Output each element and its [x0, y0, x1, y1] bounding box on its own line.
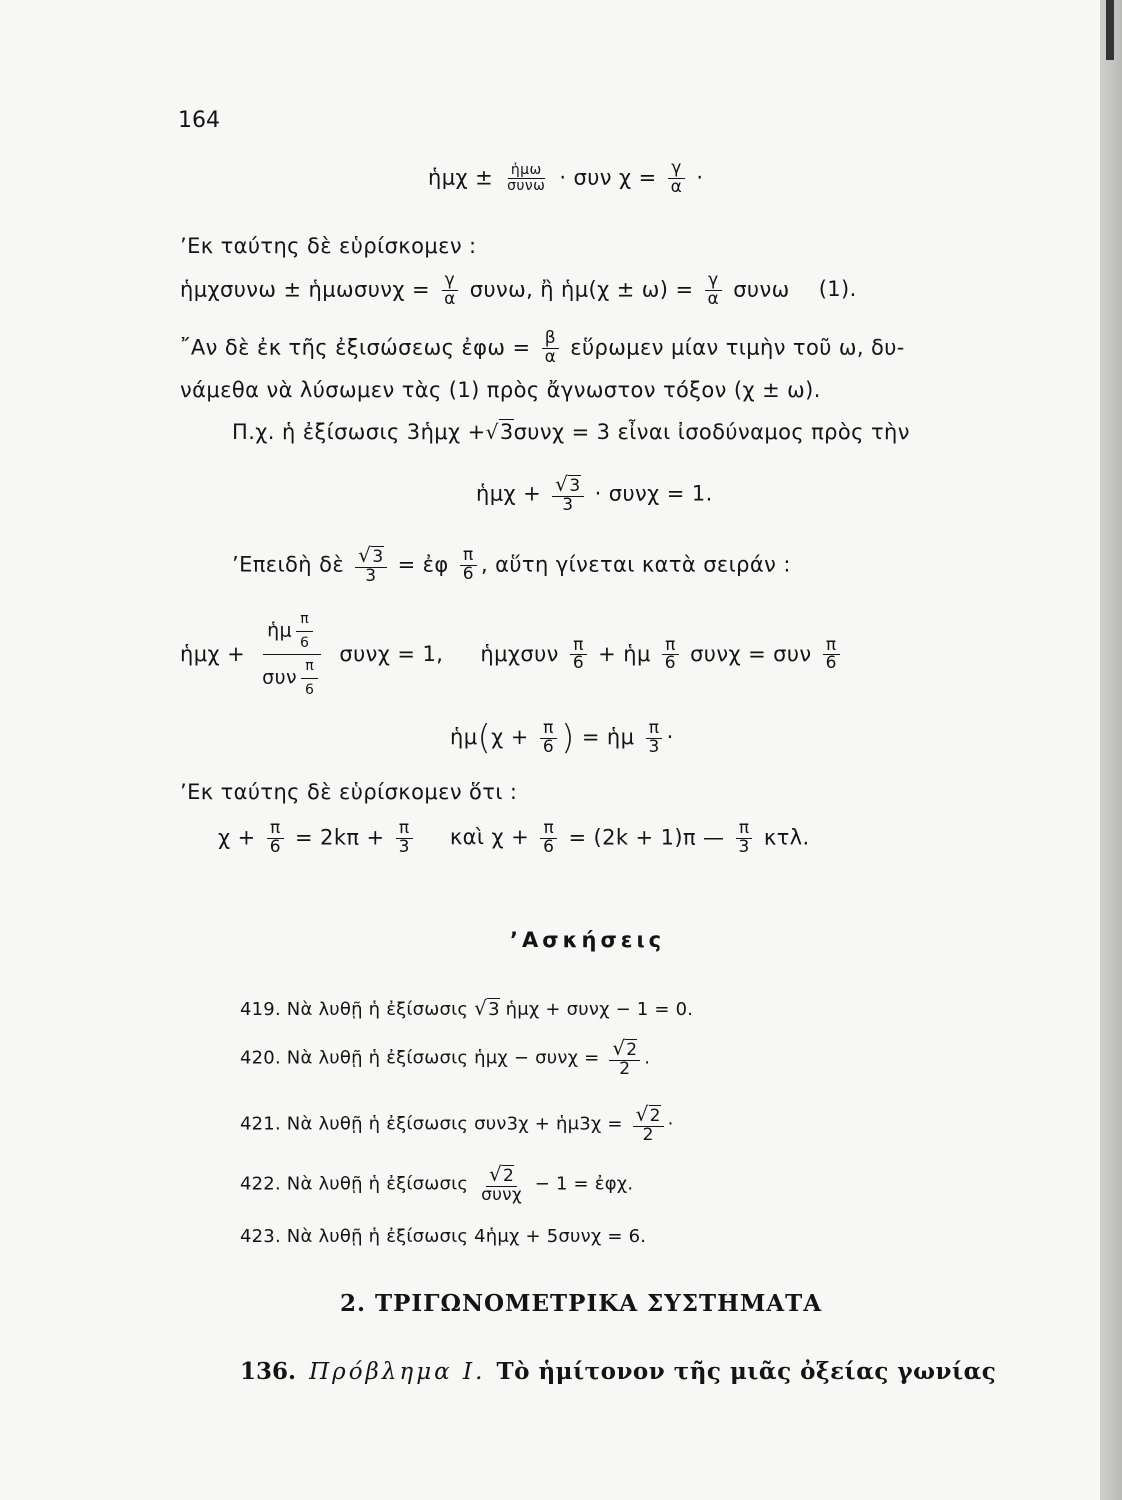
- equation-4: ἡμχ + ἡμ $\frac{\pi}{6}$ συν $\frac{\pi}{6}$ συνχ = 1, ἡμχσυν $\frac{\pi}{6}$ + ἡμ $\frac{\pi}{6}$ συνχ = συν $\frac{\pi}{6}$: [180, 612, 844, 698]
- exercise-422: 422. Νὰ λυθῇ ἡ ἐξίσωσις $\frac{√2}{\text{συνχ}}$ − 1 = ἐφχ.: [240, 1162, 634, 1205]
- exercise-421: 421. Νὰ λυθῇ ἡ ἐξίσωσις συν3χ + ἡμ3χ = $\frac{√2}{2}$ ·: [240, 1102, 674, 1145]
- page-number: 164: [178, 108, 220, 133]
- exercises-heading: ’Ασκήσεις: [510, 928, 666, 952]
- text-line-an-cont: νάμεθα νὰ λύσωμεν τὰς (1) πρὸς ἄγνωστον τόξον (χ ± ω).: [180, 378, 821, 402]
- exercise-419: 419. Νὰ λυθῇ ἡ ἐξίσωσις √3 ἡμχ + συνχ − 1 = 0.: [240, 996, 694, 1020]
- text-line-ek-tautis: ’Εκ ταύτης δὲ εὑρίσκομεν :: [180, 234, 477, 258]
- section-title: 2. ΤΡΙΓΩΝΟΜΕΤΡΙΚΑ ΣΥΣΤΗΜΑΤΑ: [340, 1290, 823, 1317]
- problem-136: 136. Πρόβλημα Ι. Τὸ ἡμίτονον τῆς μιᾶς ὀξείας γωνίας: [240, 1358, 997, 1385]
- exercise-420: 420. Νὰ λυθῇ ἡ ἐξίσωσις ἡμχ − συνχ = $\frac{√2}{2}$ .: [240, 1036, 651, 1079]
- equation-2: ἡμχσυνω ± ἡμωσυνχ = $\frac{\gamma}{\alpha}$ συνω, ἢ ἡμ(χ ± ω) = $\frac{\gamma}{\alpha}$ συνω (1).: [180, 270, 857, 309]
- page-edge: [1100, 0, 1122, 1500]
- page-edge-mark: [1106, 0, 1114, 60]
- text-line-an: ῎Αν δὲ ἐκ τῆς ἐξισώσεως ἐφω = $\frac{\beta}{\alpha}$ εὕρωμεν μίαν τιμὴν τοῦ ω, δυ-: [180, 328, 905, 367]
- equation-6: χ + $\frac{\pi}{6}$ = 2kπ + $\frac{\pi}{3}$ καὶ χ + $\frac{\pi}{6}$ = (2k + 1)π — $\frac{\pi}{3}$ κτλ.: [218, 818, 810, 857]
- equation-label: (1).: [818, 277, 857, 302]
- equation-5: ἡμ(χ + $\frac{\pi}{6}$ ) = ἡμ $\frac{\pi}{3}$ ·: [450, 717, 674, 758]
- equation-3: ἡμχ + $\frac{√3}{3}$ · συνχ = 1.: [476, 472, 713, 515]
- exercise-423: 423. Νὰ λυθῇ ἡ ἐξίσωσις 4ἡμχ + 5συνχ = 6.: [240, 1226, 647, 1247]
- text-line-px: Π.χ. ἡ ἐξίσωσις 3ἡμχ +√3συνχ = 3 εἶναι ἰσοδύναμος πρὸς τὴν: [232, 420, 910, 444]
- equation-1: ἡμχ ± $\frac{\text{ἡμω}}{\text{συνω}}$ · συν χ = $\frac{\gamma}{\alpha}$ ·: [428, 158, 704, 197]
- text-line-ek-tautis-oti: ’Εκ ταύτης δὲ εὑρίσκομεν ὅτι :: [180, 780, 518, 804]
- text-line-epeidi: ’Επειδὴ δὲ $\frac{√3}{3}$ = ἐφ $\frac{\pi}{6}$ , αὕτη γίνεται κατὰ σειράν :: [232, 543, 791, 586]
